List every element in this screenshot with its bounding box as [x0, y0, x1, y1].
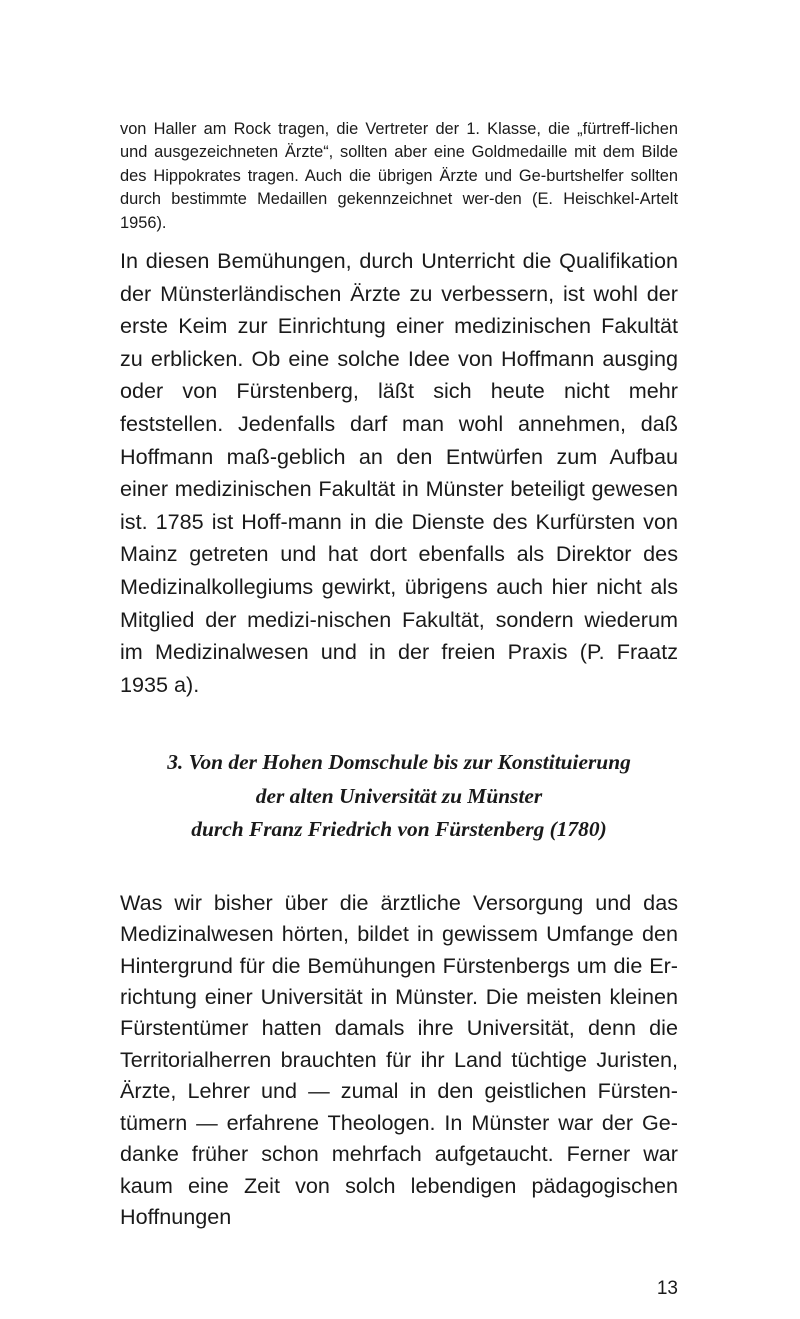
page-content — [120, 118, 678, 1232]
footnote-text: von Haller am Rock tragen, die Vertreter der 1. Klasse, die „fürtreff-lichen und ausgezeichneten Ärzte“, sollten aber eine Goldmedaille mit dem Bilde des Hippokrates tragen. Auch die übrigen Ärzte und Ge-burtshelfer sollten durch bestimmte Medaillen gekennzeichnet wer-den (E. Heischkel-Artelt 1956). — [120, 120, 678, 232]
section-heading-line: 3. Von der Hohen Domschule bis zur Konstituierung — [167, 750, 631, 775]
body-paragraph: In diesen Bemühungen, durch Unterricht die Qualifikation der Münsterländischen Ärzte zu verbessern, ist wohl der erste Keim zur Einrichtung einer medizinischen Fakultät zu erblicken. Ob eine solche Idee von Hoffmann ausging oder von Fürstenberg, läßt sich heute nicht mehr feststellen. Jedenfalls darf man wohl annehmen, daß Hoffmann maß-geblich an den Entwürfen zum Aufbau einer medizinischen Fakultät in Münster beteiligt gewesen ist. 1785 ist Hoff-mann in die Dienste des Kurfürsten von Mainz getreten und hat dort ebenfalls als Direktor des Medizinalkollegiums gewirkt, übrigens auch hier nicht als Mitglied der medizi-nischen Fakultät, sondern wiederum im Medizinalwesen und in der freien Praxis (P. Fraatz 1935 a). — [120, 248, 678, 697]
body-paragraph: Was wir bisher über die ärztliche Versorgung und das Medizinalwesen hörten, bildet in gewissem Umfange den Hintergrund für die Bemühungen Fürstenbergs um die Er-richtung einer Universität in Münster. Die meisten kleinen Fürstentümer hatten damals ihre Universität, denn die Territorialherren brauchten für ihr Land tüchtige Juristen, Ärzte, Lehrer und — zumal in den geistlichen Fürsten-tümern — erfahrene Theologen. In Münster war der Ge-danke früher schon mehrfach aufgetaucht. Ferner war kaum eine Zeit von solch lebendigen pädagogischen Hoffnungen — [120, 889, 678, 1229]
page-number: 13 — [656, 1278, 678, 1299]
section-heading — [120, 746, 678, 847]
section-heading-line: durch Franz Friedrich von Fürstenberg (1780) — [191, 817, 607, 842]
section-heading-line: der alten Universität zu Münster — [255, 783, 543, 808]
